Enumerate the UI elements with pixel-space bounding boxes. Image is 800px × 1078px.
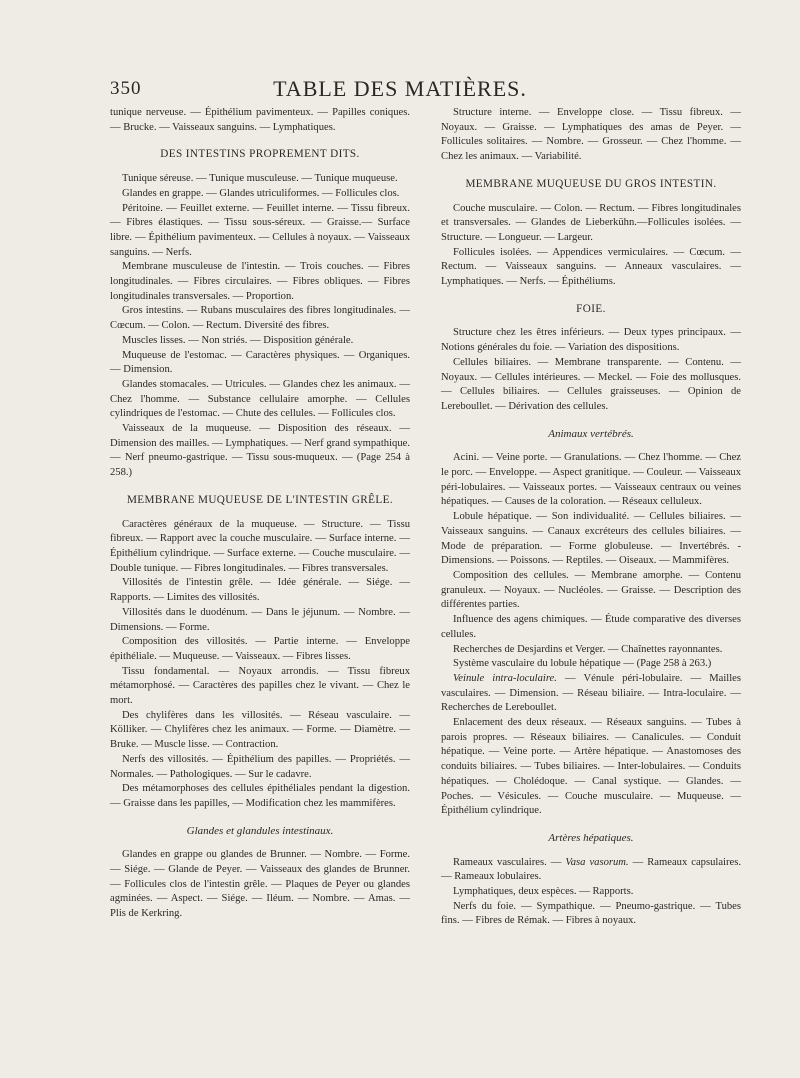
- page-title: TABLE DES MATIÈRES.: [273, 76, 527, 101]
- paragraph: Système vasculaire du lobule hépatique — (Page 258 à 263.): [453, 658, 712, 670]
- section-heading: FOIE.: [576, 302, 606, 315]
- subsection-heading: Glandes et glandules intestinaux.: [186, 824, 334, 837]
- paragraph-text: Rameaux vasculaires. —: [453, 856, 566, 868]
- paragraph: [441, 672, 741, 716]
- paragraph: Composition des cellules. — Membrane amorphe. — Contenu granuleux. — Noyaux. — Nucléoles. — Graisse. — Description des différentes parties.: [441, 569, 741, 611]
- subsection-heading: Animaux vertébrés.: [548, 427, 634, 440]
- italic-term: Veinule intra-loculaire.: [453, 672, 557, 684]
- paragraph: Glandes en grappe. — Glandes utriculiformes. — Follicules clos.: [122, 187, 400, 199]
- paragraph: Tissu fondamental. — Noyaux arrondis. — Tissu fibreux métamorphosé. — Caractères des papilles chez le vivant. — Chez le mort.: [110, 665, 410, 707]
- paragraph: [441, 856, 741, 885]
- paragraph: Des chylifères dans les villosités. — Réseau vasculaire. — Kölliker. — Chylifères chez les animaux. — Forme. — Diamètre. — Bruke. — Muscle lisse. — Contraction.: [110, 709, 410, 751]
- paragraph: Glandes en grappe ou glandes de Brunner. — Nombre. — Forme. — Siége. — Glande de Peyer. — Vaisseaux des glandes de Brunner. — Follicules clos de l'intestin grêle. — Plaques de Peyer ou glandes agminées. — Aspect. — Siége. — Iléum. — Nombre. — Amas. — Plis de Kerkring.: [110, 849, 410, 920]
- paragraph: Nerfs du foie. — Sympathique. — Pneumo-gastrique. — Tubes fins. — Fibres de Rémak. — Fibres à noyaux.: [441, 900, 741, 927]
- paragraph: Caractères généraux de la muqueuse. — Structure. — Tissu fibreux. — Rapport avec la couche musculaire. — Surface interne. — Épithélium cylindrique. — Surface externe. — Couche musculaire. — Double tunique. — Fibres longitudinales. — Fibres transversales.: [110, 518, 410, 574]
- paragraph: Des métamorphoses des cellules épithéliales pendant la digestion. — Graisse dans les papilles, — Modification chez les mammifères.: [110, 783, 410, 809]
- paragraph: Tunique séreuse. — Tunique musculeuse. — Tunique muqueuse.: [122, 173, 398, 185]
- paragraph: Gros intestins. — Rubans musculaires des fibres longitudinales. — Cœcum. — Colon. — Rectum. Diversité des fibres.: [110, 305, 410, 332]
- paragraph: Lobule hépatique. — Son individualité. — Cellules biliaires. — Vaisseaux sanguins. — Canaux excréteurs des cellules biliaires. — Mode de préparation. — Forme globuleuse. — Invertébrés. - Dimensions. — Poissons. — Reptiles. — Oiseaux. — Mammifères.: [441, 511, 741, 567]
- paragraph: Muqueuse de l'estomac. — Caractères physiques. — Organiques. — Dimension.: [110, 349, 410, 376]
- paragraph: Villosités dans le duodénum. — Dans le jéjunum. — Nombre. — Dimensions. — Forme.: [110, 606, 410, 633]
- paragraph: Vaisseaux de la muqueuse. — Disposition des réseaux. — Dimension des mailles. — Lymphatiques. — Nerf grand sympathique. — Nerf pneumo-gastrique. — Tissu sous-muqueux. — (Page 254 à 258.): [110, 423, 410, 479]
- subsection-heading: Artères hépatiques.: [548, 831, 634, 844]
- paragraph: Membrane musculeuse de l'intestin. — Trois couches. — Fibres longitudinales. — Fibres circulaires. — Fibres obliques. — Fibres longitudinales transversales. — Proportion.: [110, 261, 410, 302]
- section-heading: MEMBRANE MUQUEUSE DE L'INTESTIN GRÊLE.: [126, 493, 394, 506]
- paragraph: Recherches de Desjardins et Verger. — Chaînettes rayonnantes.: [453, 643, 723, 655]
- paragraph: Couche musculaire. — Colon. — Rectum. — Fibres longitudinales et transversales. — Glandes de Lieberkühn.—Follicules isolées. — Structure. — Longueur. — Largeur.: [441, 202, 741, 243]
- paragraph: Glandes stomacales. — Utricules. — Glandes chez les animaux. — Chez l'homme. — Substance cellulaire amorphe. — Cellules cylindriques de l'estomac. — Chute des cellules. — Follicules clos.: [110, 378, 410, 420]
- right-column: [441, 106, 741, 929]
- paragraph: Structure interne. — Enveloppe close. — Tissu fibreux. — Noyaux. — Graisse. — Lymphatiques des amas de Peyer. — Follicules solitaires. — Nombre. — Grosseur. — Chez l'homme. — Chez les animaux. — Variabilité.: [441, 107, 741, 163]
- section-heading: DES INTESTINS PROPREMENT DITS.: [160, 148, 360, 161]
- paragraph: Lymphatiques, deux espèces. — Rapports.: [453, 886, 634, 898]
- section-heading: MEMBRANE MUQUEUSE DU GROS INTESTIN.: [465, 177, 717, 190]
- paragraph: Muscles lisses. — Non striés. — Disposition générale.: [122, 334, 354, 346]
- paragraph: Cellules biliaires. — Membrane transparente. — Contenu. — Noyaux. — Cellules intérieures. — Meckel. — Foie des mollusques. — Cellules biliaires. — Cellules graisseuses. — Opinion de Lereboullet. — Dérivation des cellules.: [441, 356, 741, 412]
- paragraph: Enlacement des deux réseaux. — Réseaux sanguins. — Tubes à parois propres. — Réseaux biliaires. — Canalicules. — Conduit hépatique. — Veine porte. — Artère hépatique. — Anastomoses des conduits biliaires. — Tubes biliaires. — Inter-lobulaires. — Conduits hépatiques. — Cholédoque. — Canal systique. — Glandes. — Poches. — Vésicules. — Couche musculaire. — Muqueuse. — Épithélium cylindrique.: [441, 717, 741, 817]
- paragraph: tunique nerveuse. — Épithélium pavimenteux. — Papilles coniques. — Brucke. — Vaisseaux sanguins. — Lymphatiques.: [110, 107, 410, 133]
- paragraph: Nerfs des villosités. — Épithélium des papilles. — Propriétés. — Normales. — Pathologiques. — Sur le cadavre.: [110, 753, 410, 780]
- paragraph: Péritoine. — Feuillet externe. — Feuillet interne. — Tissu fibreux. — Fibres élastiques. — Tissu sous-séreux. — Graisse.— Surface libre. — Épithélium pavimenteux. — Cellules à noyaux. — Vaisseaux sanguins. — Nerfs.: [110, 202, 410, 258]
- paragraph-text: — Rameaux capsulaires. — Rameaux lobulaires.: [441, 856, 741, 883]
- paragraph: Villosités de l'intestin grêle. — Idée générale. — Siége. — Rapports. — Limites des villosités.: [110, 577, 410, 604]
- paragraph: Composition des villosités. — Partie interne. — Enveloppe épithéliale. — Muqueuse. — Vaisseaux. — Fibres lisses.: [110, 636, 410, 662]
- page-number: 350: [110, 78, 142, 99]
- paragraph-text: — Vénule péri-lobulaire. — Mailles vasculaires. — Dimension. — Réseau biliaire. — Intra-loculaire. — Recherches de Lereboullet.: [441, 672, 741, 714]
- left-column: [110, 106, 410, 922]
- paragraph: Influence des agens chimiques. — Étude comparative des diverses cellules.: [441, 614, 741, 640]
- italic-term: Vasa vasorum.: [565, 856, 629, 868]
- paragraph: Acini. — Veine porte. — Granulations. — Chez l'homme. — Chez le porc. — Enveloppe. — Aspect granitique. — Couleur. — Vaisseaux péri-lobulaires. — Vaisseaux portes. — Vaisseaux centraux ou veines hépatiques. — Causes de la coloration. — Réseaux celluleux.: [441, 452, 741, 508]
- paragraph: Structure chez les êtres inférieurs. — Deux types principaux. — Notions générales du foie. — Variation des dispositions.: [441, 327, 741, 354]
- paragraph: Follicules isolées. — Appendices vermiculaires. — Cœcum. — Rectum. — Vaisseaux sanguins. — Anneaux vasculaires. — Lymphatiques. — Nerfs. — Épithéliums.: [441, 246, 741, 288]
